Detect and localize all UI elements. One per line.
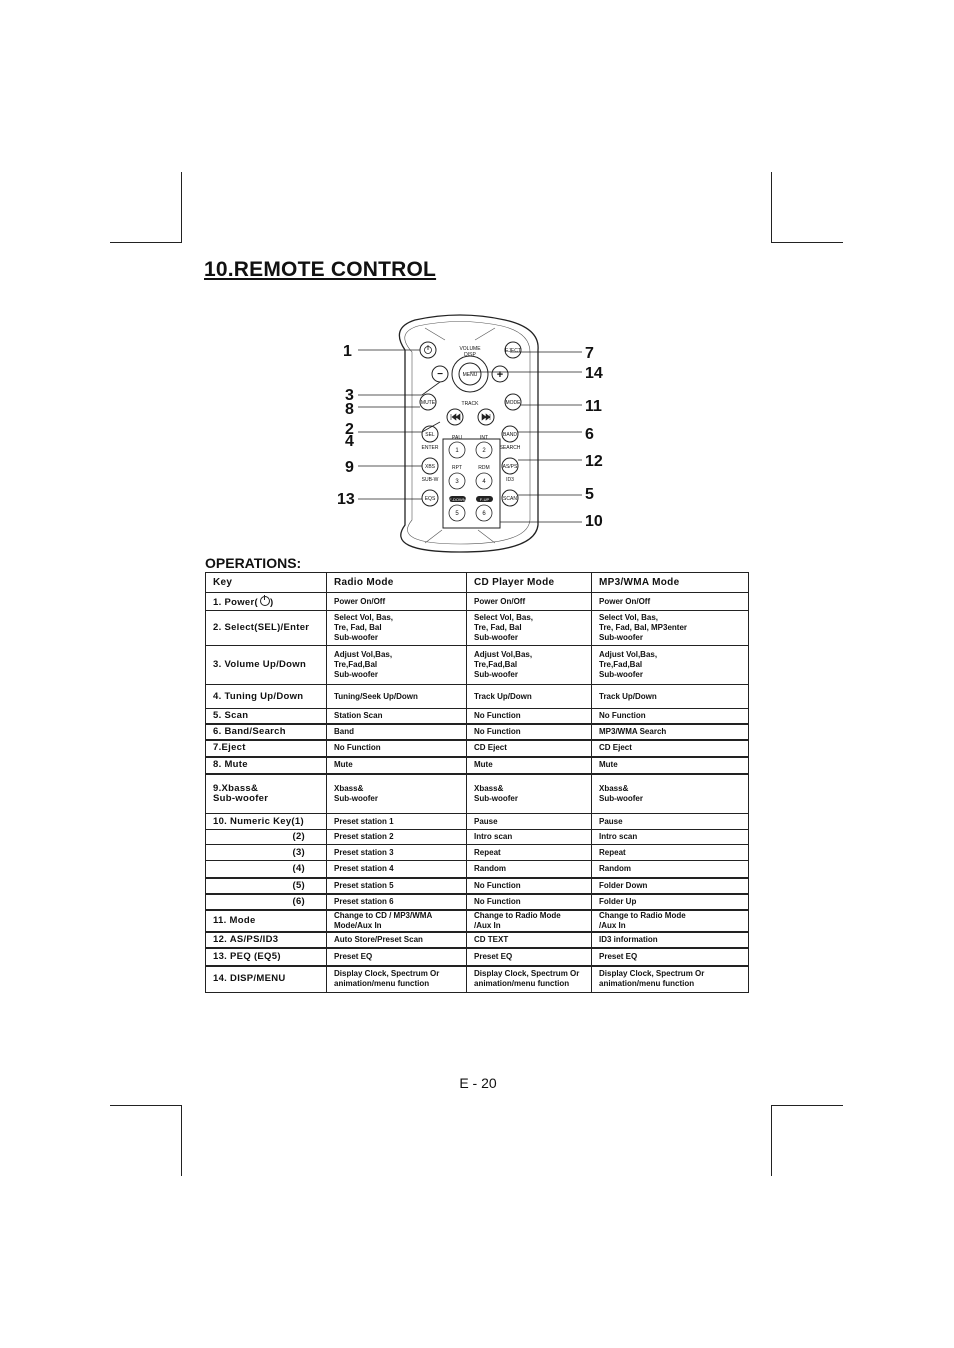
table-row: [206, 774, 749, 814]
radio-cell: Band: [327, 724, 467, 740]
key-cell: 1. Power( ): [206, 593, 327, 611]
radio-cell: Select Vol, Bas, Tre, Fad, Bal Sub-woofer: [327, 611, 467, 646]
pau-label: PAU: [452, 435, 462, 441]
cd-cell: Adjust Vol,Bas, Tre,Fad,Bal Sub-woofer: [467, 646, 592, 685]
radio-cell: Auto Store/Preset Scan: [327, 932, 467, 948]
mp3-cell: Intro scan: [592, 830, 749, 845]
key-cell: (3): [206, 845, 327, 861]
header-cd-mode: CD Player Mode: [467, 573, 592, 593]
cd-cell: Mute: [467, 757, 592, 774]
mp3-cell: Track Up/Down: [592, 685, 749, 709]
search-label: SEARCH: [499, 445, 521, 451]
callout-9: 9: [345, 459, 354, 476]
num-1-label: 1: [455, 448, 459, 454]
table-row: [206, 830, 749, 845]
key-cell: (5): [206, 878, 327, 894]
disp-label: DISP: [464, 352, 476, 358]
key-cell: (4): [206, 861, 327, 878]
table-row: [206, 685, 749, 709]
callout-6: 6: [585, 426, 594, 443]
scan-label: SCAN: [503, 496, 517, 502]
key-cell: 4. Tuning Up/Down: [206, 685, 327, 709]
eject-label: EJECT: [505, 348, 521, 354]
as-ps-label: AS/PS: [502, 464, 518, 470]
mp3-cell: Select Vol, Bas, Tre, Fad, Bal, MP3enter Sub-woofer: [592, 611, 749, 646]
table-row: [206, 593, 749, 611]
crop-mark: [771, 172, 772, 243]
table-row: [206, 611, 749, 646]
radio-cell: Station Scan: [327, 709, 467, 724]
crop-mark: [110, 1105, 182, 1106]
callout-8: 8: [345, 401, 354, 418]
key-cell: 13. PEQ (EQ5): [206, 948, 327, 966]
cd-cell: Track Up/Down: [467, 685, 592, 709]
mp3-cell: Power On/Off: [592, 593, 749, 611]
key-cell: 2. Select(SEL)/Enter: [206, 611, 327, 646]
plus-label: +: [496, 369, 504, 381]
radio-cell: Display Clock, Spectrum Or animation/menu function: [327, 966, 467, 993]
operations-table: [205, 572, 749, 993]
mp3-cell: MP3/WMA Search: [592, 724, 749, 740]
cd-cell: No Function: [467, 894, 592, 910]
cd-cell: Repeat: [467, 845, 592, 861]
cd-cell: No Function: [467, 709, 592, 724]
callout-5: 5: [585, 486, 594, 503]
next-track-icon: [482, 414, 490, 420]
callout-3: 3: [345, 387, 354, 404]
mp3-cell: Folder Down: [592, 878, 749, 894]
num-6-label: 6: [482, 511, 486, 517]
page-number: [0, 1075, 954, 1091]
enter-label: ENTER: [421, 445, 439, 451]
key-cell: 8. Mute: [206, 757, 327, 774]
radio-cell: Tuning/Seek Up/Down: [327, 685, 467, 709]
table-row: [206, 966, 749, 993]
mute-label: MUTE: [420, 400, 436, 406]
radio-cell: Preset station 5: [327, 878, 467, 894]
mp3-cell: Change to Radio Mode /Aux In: [592, 910, 749, 932]
mp3-cell: Folder Up: [592, 894, 749, 910]
rpt-label: RPT: [452, 465, 462, 471]
folder-up-label: F-UP: [479, 497, 490, 502]
table-row: [206, 845, 749, 861]
crop-mark: [181, 172, 182, 243]
table-row: [206, 709, 749, 724]
key-cell: 12. AS/PS/ID3: [206, 932, 327, 948]
mp3-cell: Mute: [592, 757, 749, 774]
track-label: TRACK: [461, 401, 479, 407]
header-key: Key: [206, 573, 327, 593]
mp3-cell: Display Clock, Spectrum Or animation/menu function: [592, 966, 749, 993]
num-3-label: 3: [455, 479, 459, 485]
sub-w-label: SUB-W: [421, 477, 439, 483]
table-row: [206, 894, 749, 910]
crop-mark: [110, 242, 182, 243]
cd-cell: Preset EQ: [467, 948, 592, 966]
radio-cell: Change to CD / MP3/WMA Mode/Aux In: [327, 910, 467, 932]
mp3-cell: Preset EQ: [592, 948, 749, 966]
cd-cell: No Function: [467, 878, 592, 894]
radio-cell: Xbass& Sub-woofer: [327, 774, 467, 814]
callout-11: 11: [585, 398, 602, 415]
prev-track-icon: [451, 414, 460, 420]
crop-mark: [771, 1105, 843, 1106]
table-row: [206, 757, 749, 774]
minus-label: −: [437, 369, 443, 380]
page-title: 10.REMOTE CONTROL: [204, 258, 437, 281]
num-4-label: 4: [482, 479, 486, 485]
cd-cell: Intro scan: [467, 830, 592, 845]
radio-cell: Power On/Off: [327, 593, 467, 611]
radio-cell: Adjust Vol,Bas, Tre,Fad,Bal Sub-woofer: [327, 646, 467, 685]
mp3-cell: CD Eject: [592, 740, 749, 757]
mp3-cell: Repeat: [592, 845, 749, 861]
callout-12: 12: [585, 453, 603, 470]
table-row: [206, 646, 749, 685]
callout-1: 1: [343, 343, 352, 360]
key-cell: 7.Eject: [206, 740, 327, 757]
key-cell: 11. Mode: [206, 910, 327, 932]
mp3-cell: Pause: [592, 814, 749, 830]
key-cell: 6. Band/Search: [206, 724, 327, 740]
header-radio-mode: Radio Mode: [327, 573, 467, 593]
callout-4: 4: [345, 433, 354, 450]
callout-13: 13: [337, 491, 355, 508]
table-row: [206, 740, 749, 757]
radio-cell: Preset station 1: [327, 814, 467, 830]
table-row: [206, 861, 749, 878]
key-cell: 14. DISP/MENU: [206, 966, 327, 993]
callout-10: 10: [585, 513, 603, 530]
cd-cell: CD Eject: [467, 740, 592, 757]
table-row: [206, 910, 749, 932]
band-label: BAND: [503, 432, 517, 438]
radio-cell: Preset station 4: [327, 861, 467, 878]
mp3-cell: Random: [592, 861, 749, 878]
table-row: [206, 814, 749, 830]
radio-cell: No Function: [327, 740, 467, 757]
key-cell: (6): [206, 894, 327, 910]
cd-cell: Power On/Off: [467, 593, 592, 611]
id3-label: ID3: [506, 477, 514, 483]
key-cell: 3. Volume Up/Down: [206, 646, 327, 685]
table-header-row: [206, 573, 749, 593]
mp3-cell: ID3 information: [592, 932, 749, 948]
cd-cell: Change to Radio Mode /Aux In: [467, 910, 592, 932]
radio-cell: Preset station 3: [327, 845, 467, 861]
table-row: [206, 932, 749, 948]
header-mp3-mode: MP3/WMA Mode: [592, 573, 749, 593]
radio-cell: Preset EQ: [327, 948, 467, 966]
crop-mark: [771, 1105, 772, 1176]
eqs-label: EQS: [424, 496, 436, 502]
radio-cell: Preset station 6: [327, 894, 467, 910]
num-5-label: 5: [455, 511, 459, 517]
key-cell: (2): [206, 830, 327, 845]
page-number-text: E - 20: [459, 1075, 497, 1091]
key-cell: 10. Numeric Key(1): [206, 814, 327, 830]
operations-heading: OPERATIONS:: [205, 555, 302, 571]
cd-cell: Pause: [467, 814, 592, 830]
volume-label: VOLUME: [459, 346, 481, 352]
cd-cell: Random: [467, 861, 592, 878]
sel-label: SEL: [425, 432, 435, 438]
callout-2: 2: [345, 421, 354, 438]
table-row: [206, 724, 749, 740]
key-cell: 9.Xbass& Sub-woofer: [206, 774, 327, 814]
int-label: INT: [479, 435, 489, 441]
folder-down-label: F-DOWN: [449, 497, 466, 502]
table-row: [206, 948, 749, 966]
cd-cell: CD TEXT: [467, 932, 592, 948]
key-cell: 5. Scan: [206, 709, 327, 724]
xbs-label: XBS: [424, 464, 436, 470]
cd-cell: Display Clock, Spectrum Or animation/menu function: [467, 966, 592, 993]
crop-mark: [771, 242, 843, 243]
radio-cell: Mute: [327, 757, 467, 774]
table-row: [206, 878, 749, 894]
remote-control-diagram: [330, 310, 630, 560]
mode-label: MODE: [505, 400, 521, 406]
radio-cell: Preset station 2: [327, 830, 467, 845]
callout-14: 14: [585, 365, 603, 382]
cd-cell: No Function: [467, 724, 592, 740]
crop-mark: [181, 1105, 182, 1176]
mp3-cell: No Function: [592, 709, 749, 724]
mp3-cell: Xbass& Sub-woofer: [592, 774, 749, 814]
power-icon: [260, 596, 270, 606]
mp3-cell: Adjust Vol,Bas, Tre,Fad,Bal Sub-woofer: [592, 646, 749, 685]
num-2-label: 2: [482, 448, 486, 454]
cd-cell: Xbass& Sub-woofer: [467, 774, 592, 814]
menu-label: MENU: [462, 372, 478, 378]
callout-7: 7: [585, 345, 594, 362]
rdm-label: RDM: [478, 465, 490, 471]
cd-cell: Select Vol, Bas, Tre, Fad, Bal Sub-woofer: [467, 611, 592, 646]
